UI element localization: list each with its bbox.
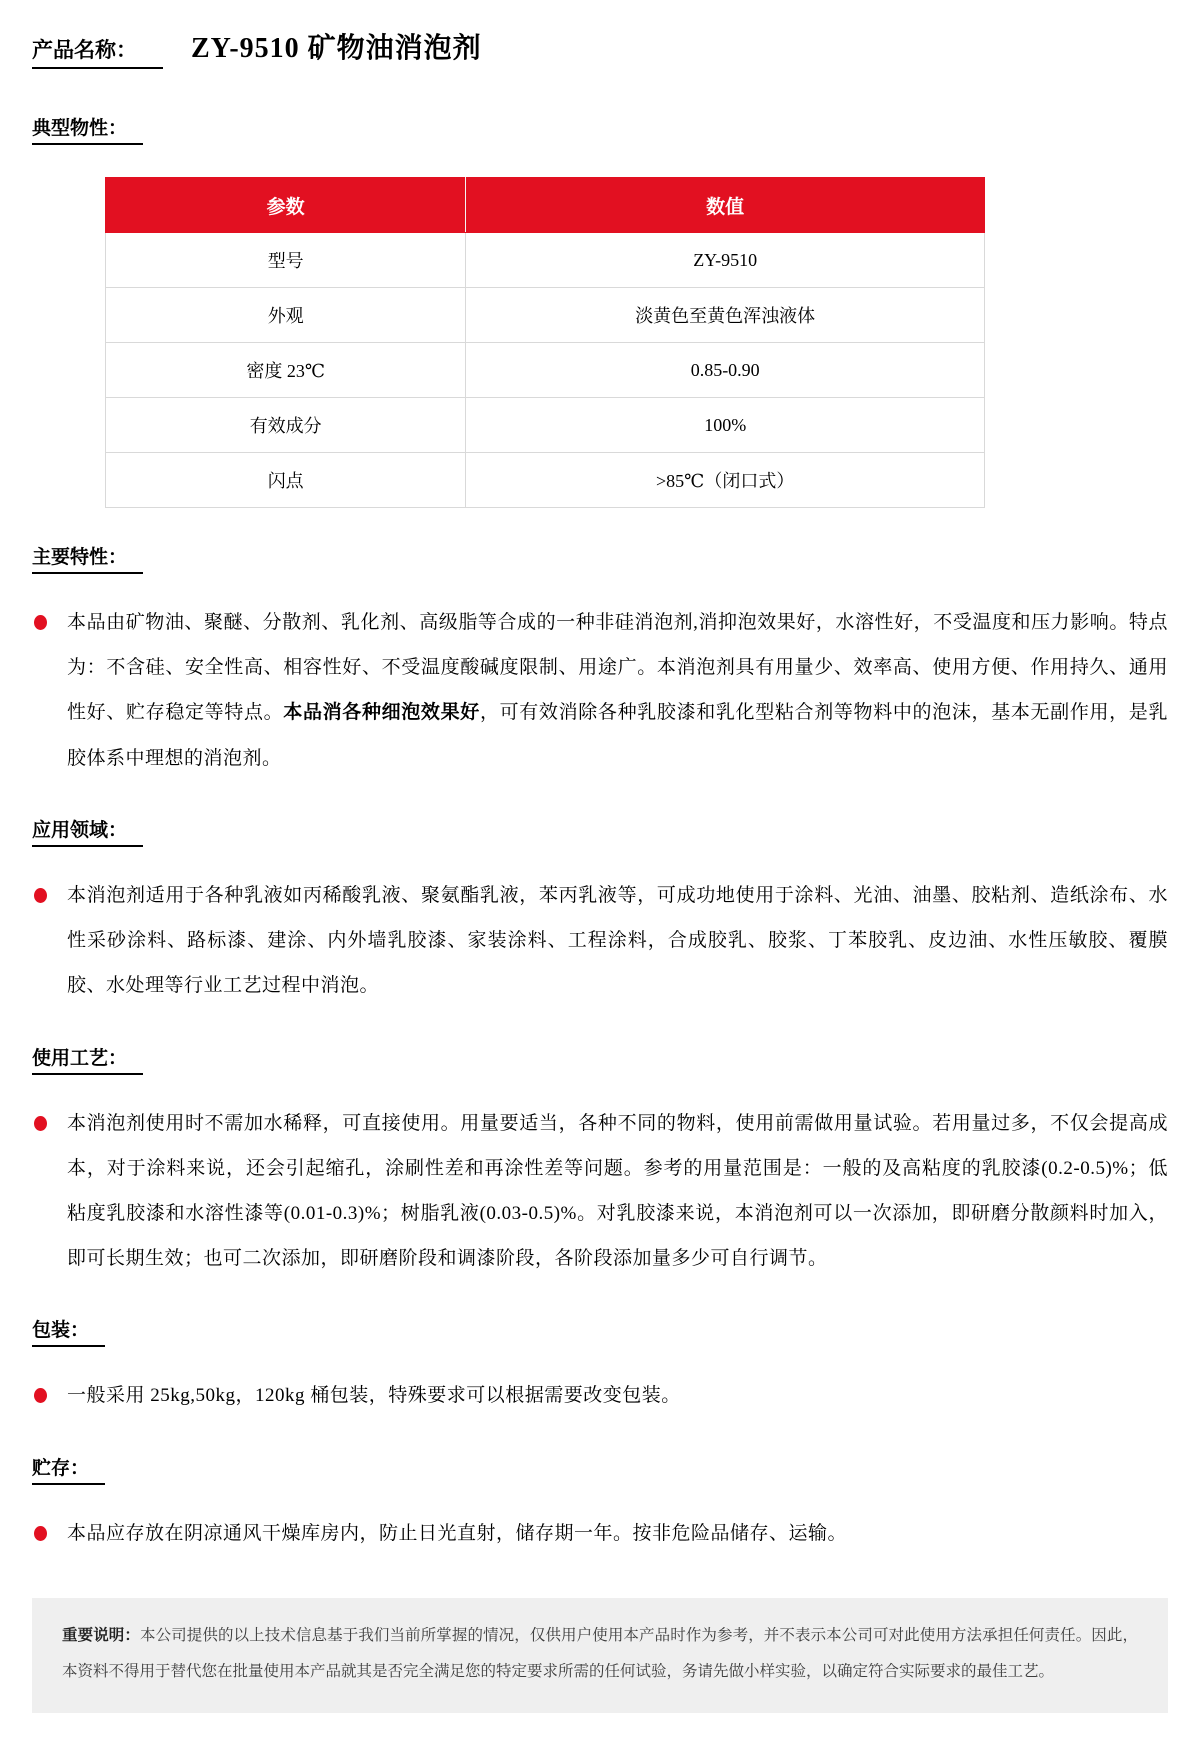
table-cell-value: 0.85-0.90 bbox=[466, 343, 985, 398]
table-cell-parameter: 外观 bbox=[106, 288, 466, 343]
table-cell-value: ZY-9510 bbox=[466, 233, 985, 288]
section-packaging bbox=[32, 1315, 1168, 1418]
section-application-fields bbox=[32, 815, 1168, 1009]
list-item bbox=[32, 1511, 1168, 1556]
product-name-label: 产品名称： bbox=[32, 34, 163, 69]
main-features-text bbox=[67, 600, 1168, 781]
bullet-icon bbox=[34, 1388, 47, 1403]
table-row bbox=[106, 233, 985, 288]
section-main-features bbox=[32, 542, 1168, 781]
table-cell-value: 100% bbox=[466, 398, 985, 453]
bullet-icon bbox=[34, 1526, 47, 1541]
table-cell-parameter: 闪点 bbox=[106, 453, 466, 508]
section-heading-application-fields: 应用领域： bbox=[32, 815, 143, 847]
table-cell-value: 淡黄色至黄色浑浊液体 bbox=[466, 288, 985, 343]
table-row bbox=[106, 453, 985, 508]
section-heading-storage: 贮存： bbox=[32, 1453, 105, 1485]
table-row bbox=[106, 343, 985, 398]
section-heading-packaging: 包装： bbox=[32, 1315, 105, 1347]
table-cell-parameter: 密度 23℃ bbox=[106, 343, 466, 398]
list-item bbox=[32, 1373, 1168, 1418]
section-usage-process bbox=[32, 1043, 1168, 1282]
table-header-value: 数值 bbox=[466, 178, 985, 233]
properties-table bbox=[105, 177, 985, 508]
bullet-icon bbox=[34, 888, 47, 903]
disclaimer-label: 重要说明： bbox=[62, 1626, 140, 1644]
list-item bbox=[32, 1101, 1168, 1282]
page-title: ZY-9510 矿物油消泡剂 bbox=[191, 33, 482, 64]
table-header-parameter: 参数 bbox=[106, 178, 466, 233]
list-item bbox=[32, 600, 1168, 781]
main-features-text-tail: ，可有效消除各种乳胶漆和乳化型粘合剂等物料中的泡沫，基本无副作用，是乳胶体系中理想的消泡剂。 bbox=[67, 702, 1168, 769]
section-heading-main-features: 主要特性： bbox=[32, 542, 143, 574]
table-row bbox=[106, 398, 985, 453]
list-item bbox=[32, 873, 1168, 1009]
section-heading-usage-process: 使用工艺： bbox=[32, 1043, 143, 1075]
bullet-icon bbox=[34, 1116, 47, 1131]
table-cell-parameter: 型号 bbox=[106, 233, 466, 288]
table-cell-parameter: 有效成分 bbox=[106, 398, 466, 453]
section-typical-properties bbox=[32, 113, 1168, 508]
section-storage bbox=[32, 1453, 1168, 1556]
storage-text: 本品应存放在阴凉通风干燥库房内，防止日光直射，储存期一年。按非危险品储存、运输。 bbox=[67, 1522, 848, 1544]
document-header bbox=[32, 26, 1168, 69]
application-fields-text: 本消泡剂适用于各种乳液如丙稀酸乳液、聚氨酯乳液，苯丙乳液等，可成功地使用于涂料、光油、油墨、胶粘剂、造纸涂布、水性采砂涂料、路标漆、建涂、内外墙乳胶漆、家装涂料、工程涂料，合成胶乳、胶浆、丁苯胶乳、皮边油、水性压敏胶、覆膜胶、水处理等行业工艺过程中消泡。 bbox=[67, 884, 1168, 997]
table-header-row bbox=[106, 178, 985, 233]
table-row bbox=[106, 288, 985, 343]
main-features-text-regular: 本品由矿物油、聚醚、分散剂、乳化剂、高级脂等合成的一种非硅消泡剂,消抑泡效果好，水溶性好，不受温度和压力影响。特点为：不含硅、安全性高、相容性好、不受温度酸碱度限制、用途广。本消泡剂具有用量少、效率高、使用方便、作用持久、通用性好、贮存稳定等特点。 bbox=[67, 612, 1168, 724]
disclaimer-text: 本公司提供的以上技术信息基于我们当前所掌握的情况，仅供用户使用本产品时作为参考，并不表示本公司可对此使用方法承担任何责任。因此，本资料不得用于替代您在批量使用本产品就其是否完全满足您的特定要求所需的任何试验，务请先做小样实验，以确定符合实际要求的最佳工艺。 bbox=[62, 1626, 1138, 1681]
usage-process-text: 本消泡剂使用时不需加水稀释，可直接使用。用量要适当，各种不同的物料，使用前需做用量试验。若用量过多，不仅会提高成本，对于涂料来说，还会引起缩孔，涂刷性差和再涂性差等问题。参考的用量范围是：一般的及高粘度的乳胶漆(0.2-0.5)%；低粘度乳胶漆和水溶性漆等(0.01-0.3)%；树脂乳液(0.03-0.5)%。对乳胶漆来说，本消泡剂可以一次添加，即研磨分散颜料时加入，即可长期生效；也可二次添加，即研磨阶段和调漆阶段，各阶段添加量多少可自行调节。 bbox=[67, 1112, 1168, 1270]
bullet-icon bbox=[34, 615, 47, 630]
main-features-text-bold: 本品消各种细泡效果好 bbox=[283, 702, 480, 724]
section-heading-typical-properties: 典型物性： bbox=[32, 113, 143, 145]
table-cell-value: >85℃（闭口式） bbox=[466, 453, 985, 508]
disclaimer-box bbox=[32, 1598, 1168, 1713]
packaging-text: 一般采用 25kg,50kg，120kg 桶包装，特殊要求可以根据需要改变包装。 bbox=[67, 1385, 681, 1407]
